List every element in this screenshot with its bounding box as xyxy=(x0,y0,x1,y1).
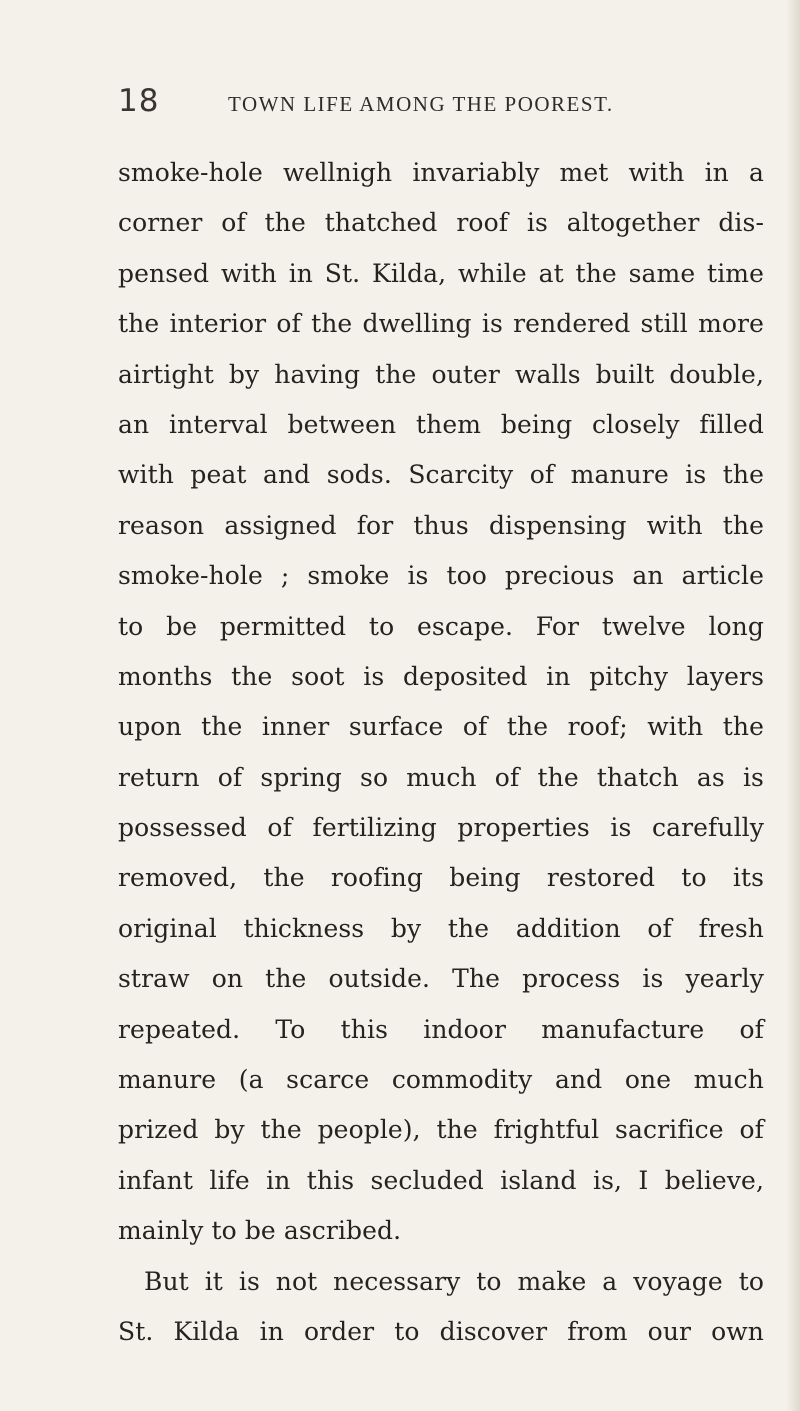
text-line: St. Kilda in order to discover from our own xyxy=(118,1316,764,1346)
text-line-paragraph-end: mainly to be ascribed. xyxy=(118,1216,402,1246)
text-line: original thickness by the addition of fresh xyxy=(118,913,764,943)
text-line: the interior of the dwelling is rendered still more xyxy=(118,309,764,339)
text-line: prized by the people), the frightful sacrifice of xyxy=(118,1115,764,1145)
page-edge-shadow xyxy=(786,0,800,1411)
text-line: manure (a scarce commodity and one much xyxy=(118,1065,764,1095)
text-line: smoke-hole wellnigh invariably met with in a xyxy=(118,158,764,187)
text-line: removed, the roofing being restored to its xyxy=(118,863,764,893)
text-line: pensed with in St. Kilda, while at the same time xyxy=(118,258,764,288)
text-line: possessed of fertilizing properties is carefully xyxy=(118,813,764,843)
running-title: TOWN LIFE AMONG THE POOREST. xyxy=(228,92,614,116)
page-number: 18 xyxy=(118,83,160,119)
text-line: an interval between them being closely filled xyxy=(118,409,764,439)
text-line: airtight by having the outer walls built double, xyxy=(118,359,764,389)
text-line: return of spring so much of the thatch as is xyxy=(118,762,764,792)
text-line: repeated. To this indoor manufacture of xyxy=(118,1014,764,1044)
body-text xyxy=(118,148,764,1357)
text-line: upon the inner surface of the roof; with the xyxy=(118,712,764,742)
text-line: with peat and sods. Scarcity of manure is the xyxy=(118,460,764,490)
text-line: to be permitted to escape. For twelve long xyxy=(118,611,764,641)
text-line: smoke-hole ; smoke is too precious an article xyxy=(118,561,764,591)
text-line: corner of the thatched roof is altogether dis- xyxy=(118,208,764,238)
text-line: straw on the outside. The process is yearly xyxy=(118,964,764,994)
text-line: infant life in this secluded island is, I believe, xyxy=(118,1165,764,1195)
text-line: months the soot is deposited in pitchy layers xyxy=(118,661,764,691)
running-head xyxy=(118,84,758,124)
text-line-paragraph-start: But it is not necessary to make a voyage to xyxy=(144,1266,764,1296)
text-line: reason assigned for thus dispensing with the xyxy=(118,510,764,540)
